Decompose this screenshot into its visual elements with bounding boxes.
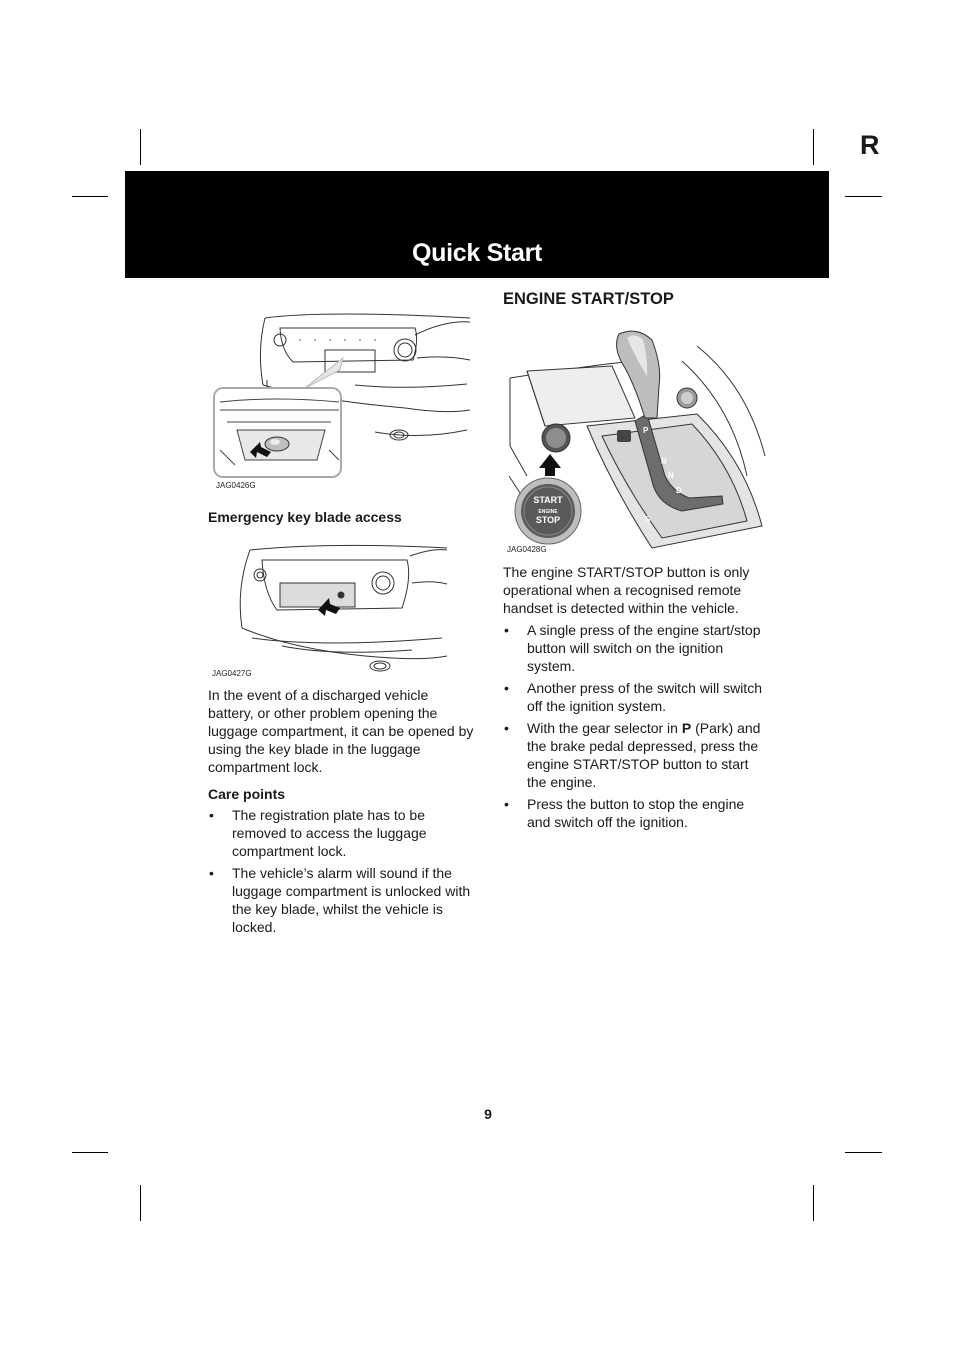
crop-mark xyxy=(813,129,814,165)
care-points-heading: Care points xyxy=(208,786,286,802)
body-paragraph: The engine START/STOP button is only operational when a recognised remote handset is detected within the vehicle. xyxy=(503,564,750,616)
page-title: Quick Start xyxy=(411,239,543,267)
figure-code: JAG0428G xyxy=(507,545,547,554)
list-item: • Another press of the switch will switch off the ignition system. xyxy=(503,679,771,715)
care-points-list xyxy=(208,806,478,936)
list-item-text: (Park) and the brake pedal depressed, press the engine START/STOP button to start the engine. xyxy=(527,720,761,790)
section-heading: Emergency key blade access xyxy=(208,509,402,525)
page-number: 9 xyxy=(484,1106,492,1122)
figure-gear-selector xyxy=(507,326,767,554)
list-item: • Press the button to stop the engine and switch off the ignition. xyxy=(503,795,771,831)
figure-code: JAG0427G xyxy=(212,669,252,678)
list-item-text: With the gear selector in xyxy=(527,720,682,736)
button-text-engine: ENGINE xyxy=(538,509,558,515)
crop-mark xyxy=(813,1185,814,1221)
title-banner xyxy=(125,171,829,278)
list-item: • The registration plate has to be removed to access the luggage compartment lock. xyxy=(208,806,478,860)
gear-letter-n: N xyxy=(668,471,674,480)
list-item xyxy=(503,719,771,791)
gear-letter-d: D xyxy=(676,486,682,495)
crop-mark xyxy=(72,196,108,197)
gear-letter-s: S xyxy=(645,515,651,524)
figure-luggage-lock-inset xyxy=(205,310,475,485)
crop-mark xyxy=(140,1185,141,1221)
button-text-stop: STOP xyxy=(535,515,561,525)
park-letter: P xyxy=(681,720,692,736)
crop-mark xyxy=(72,1152,108,1153)
gear-letter-p: P xyxy=(643,426,649,435)
list-item: • The vehicle’s alarm will sound if the luggage compartment is unlocked with the key blade, whilst the vehicle is locked. xyxy=(208,864,478,936)
crop-mark xyxy=(845,1152,882,1153)
body-paragraph: In the event of a discharged vehicle battery, or other problem opening the luggage compartment, it can be opened by using the key blade in the luggage compartment lock. xyxy=(208,687,474,775)
list-item: • A single press of the engine start/stop button will switch on the ignition system. xyxy=(503,621,771,675)
figure-rear-car xyxy=(232,538,452,673)
crop-mark xyxy=(140,129,141,165)
button-text-start: START xyxy=(533,495,563,505)
crop-mark xyxy=(845,196,882,197)
section-tab-letter: R xyxy=(860,130,880,160)
engine-start-stop-heading: ENGINE START/STOP xyxy=(503,290,674,308)
start-stop-list xyxy=(503,621,771,831)
figure-code: JAG0426G xyxy=(216,481,256,490)
gear-letter-r: R xyxy=(661,457,667,466)
